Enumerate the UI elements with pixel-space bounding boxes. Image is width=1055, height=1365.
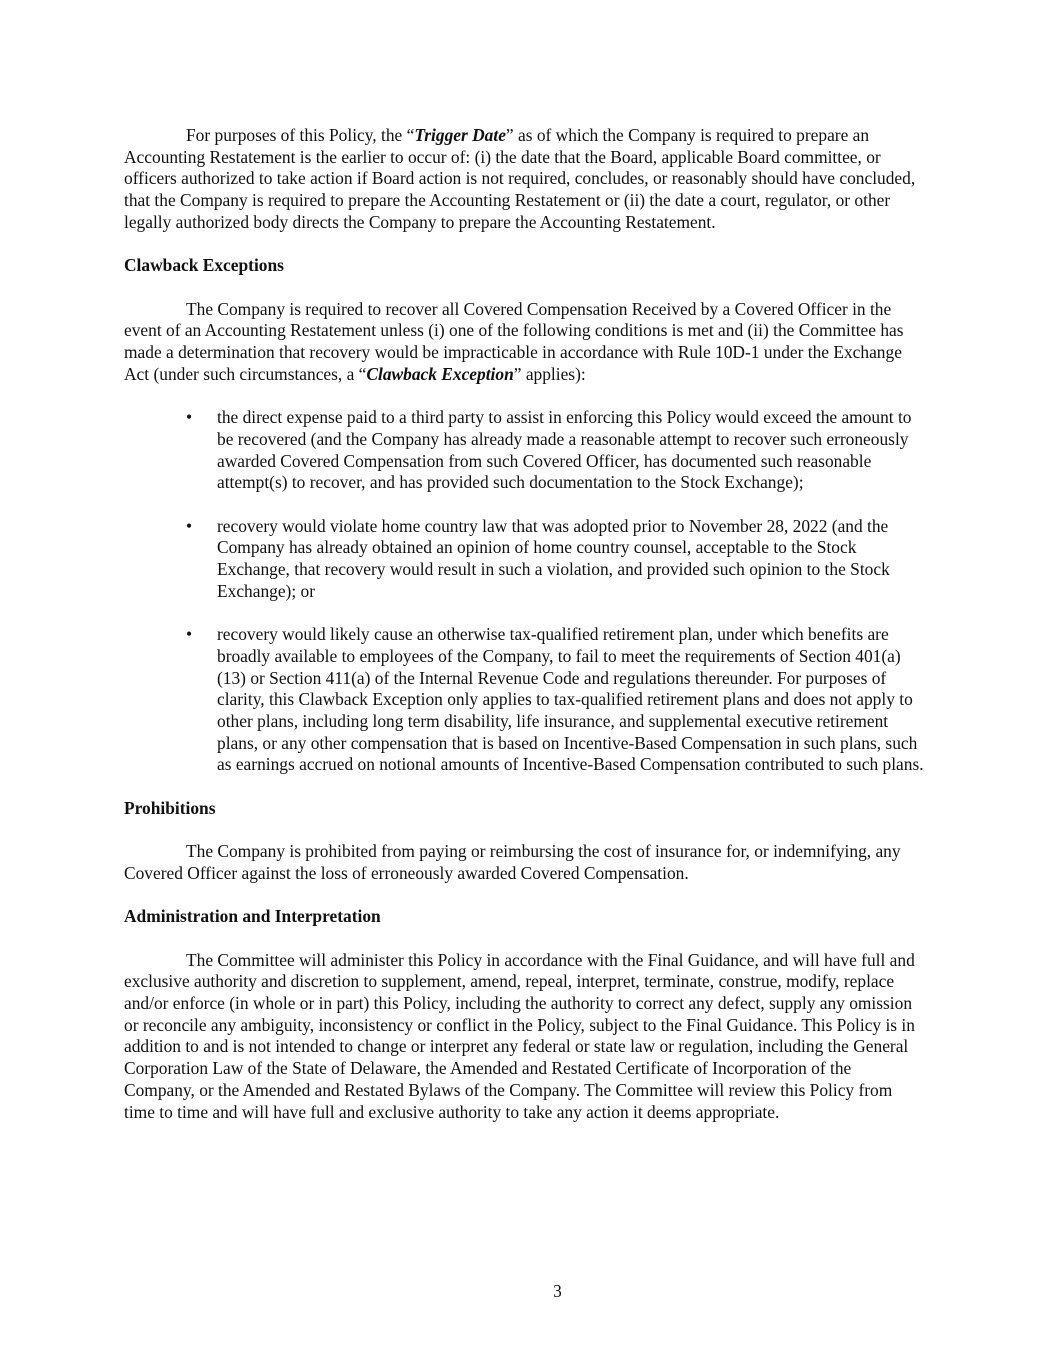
clawback-intro-text-after: ” applies):: [513, 363, 586, 384]
trigger-date-text-before: For purposes of this Policy, the “: [186, 125, 415, 145]
trigger-date-paragraph: [124, 125, 924, 234]
trigger-date-text-after: ” as of which the Company is required to prepare an Accounting Restatement is the earlier to occur of: (i) the date that the Board, applicable Board committee, or officers authorized to take action if Board action is not required, concludes, or reasonably should have concluded, that the Company is required to prepare the Accounting Restatement or (ii) the date a court, regulator, or other legally authorized body directs the Company to prepare the Accounting Restatement.: [124, 125, 916, 232]
clawback-exception-term: Clawback Exception: [366, 363, 514, 384]
clawback-exceptions-intro: [124, 299, 924, 386]
document-page: [124, 125, 924, 1145]
list-item-text: recovery would violate home country law that was adopted prior to November 28, 2022 (and the Company has already obtained an opinion of home country counsel, acceptable to the Stock Exchange, that recovery would result in such a violation, and provided such opinion to the Stock Exchange); or: [217, 515, 890, 601]
clawback-intro-text-before: The Company is required to recover all Covered Compensation Received by a Covered Officer in the event of an Accounting Restatement unless (i) one of the following conditions is met and (ii) the Committee has made a determination that recovery would be impracticable in accordance with Rule 10D-1 under the Exchange Act (under such circumstances, a “: [124, 298, 904, 384]
administration-paragraph: The Committee will administer this Policy in accordance with the Final Guidance, and will have full and exclusive authority and discretion to supplement, amend, repeal, interpret, terminate, construe, modify, replace and/or enforce (in whole or in part) this Policy, including the authority to correct any defect, supply any omission or reconcile any ambiguity, inconsistency or conflict in the Policy, subject to the Final Guidance. This Policy is in addition to and is not intended to change or interpret any federal or state law or regulation, including the General Corporation Law of the State of Delaware, the Amended and Restated Certificate of Incorporation of the Company, or the Amended and Restated Bylaws of the Company. The Committee will review this Policy from time to time and will have full and exclusive authority to take any action it deems appropriate.: [124, 949, 915, 1122]
list-item-text: the direct expense paid to a third party to assist in enforcing this Policy would exceed the amount to be recovered (and the Company has already made a reasonable attempt to recover such erroneously awarded Covered Compensation from such Covered Officer, has documented such reasonable attempt(s) to recover, and has provided such documentation to the Stock Exchange);: [217, 407, 912, 493]
list-item: [124, 407, 924, 494]
prohibitions-heading: Prohibitions: [124, 797, 216, 818]
bullet-icon: •: [186, 624, 193, 645]
bullet-icon: •: [186, 407, 193, 428]
clawback-exceptions-heading: Clawback Exceptions: [124, 255, 284, 276]
clawback-exceptions-list: [124, 407, 924, 776]
page-number: 3: [553, 1281, 562, 1301]
list-item-text: recovery would likely cause an otherwise tax-qualified retirement plan, under which benefits are broadly available to employees of the Company, to fail to meet the requirements of Section 401(a)(13) or Section 411(a) of the Internal Revenue Code and regulations thereunder. For purposes of clarity, this Clawback Exception only applies to tax-qualified retirement plans and does not apply to other plans, including long term disability, life insurance, and supplemental executive retirement plans, or any other compensation that is based on Incentive-Based Compensation in such plans, such as earnings accrued on notional amounts of Incentive-Based Compensation contributed to such plans.: [217, 624, 924, 775]
bullet-icon: •: [186, 515, 193, 536]
list-item: [124, 516, 924, 603]
trigger-date-term: Trigger Date: [414, 125, 506, 145]
administration-heading: Administration and Interpretation: [124, 906, 381, 927]
prohibitions-paragraph: The Company is prohibited from paying or reimbursing the cost of insurance for, or indemnifying, any Covered Officer against the loss of erroneously awarded Covered Compensation.: [124, 841, 901, 883]
list-item: [124, 624, 924, 776]
